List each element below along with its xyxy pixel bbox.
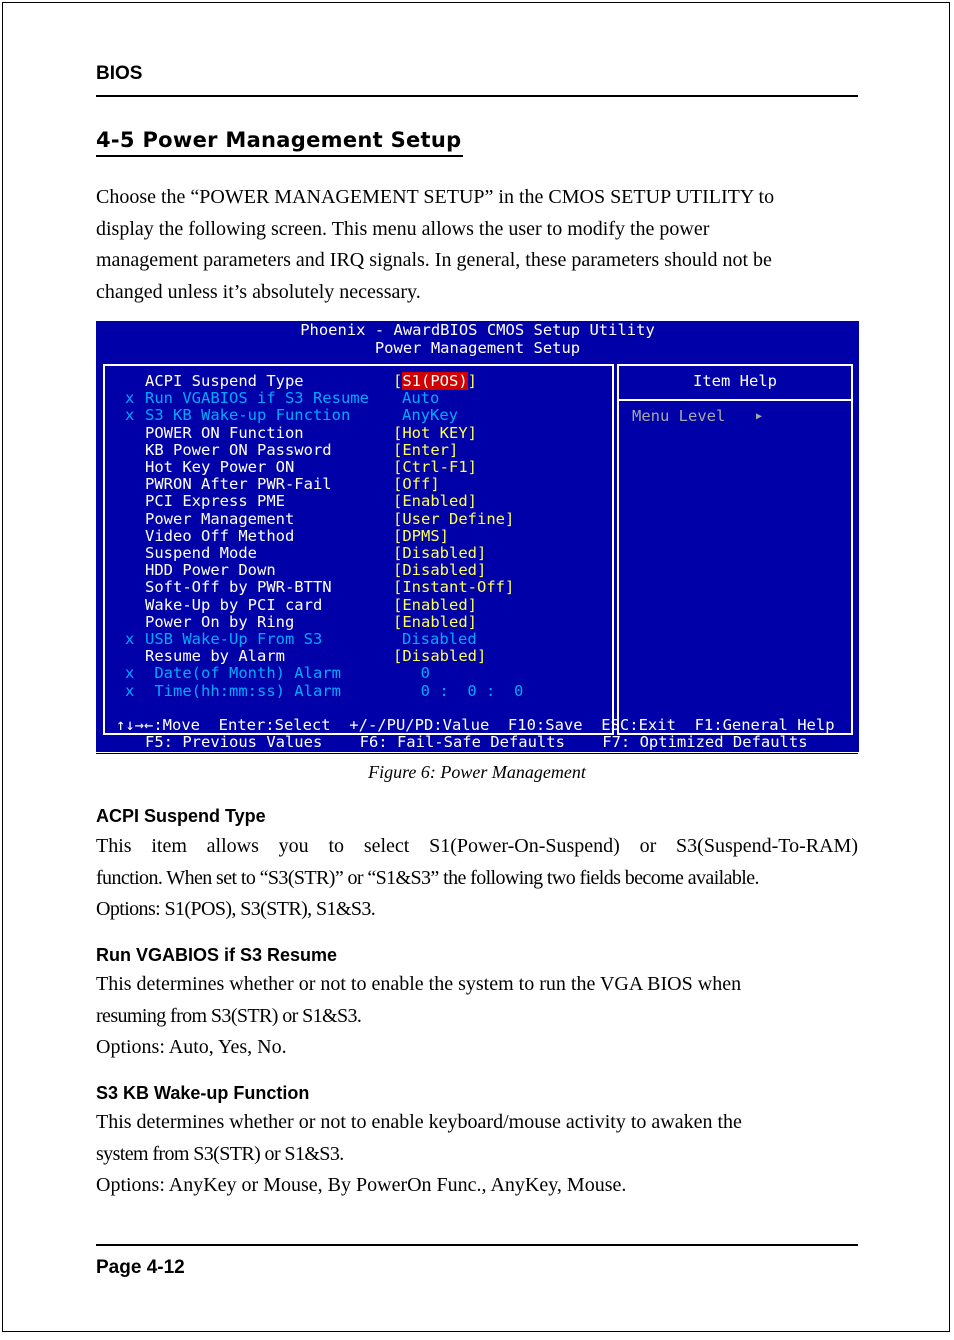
- setting-value[interactable]: [Instant-Off]: [393, 578, 515, 597]
- bios-setting-row: [96, 683, 616, 700]
- description-line: Options: AnyKey or Mouse, By PowerOn Func., AnyKey, Mouse.: [96, 1174, 627, 1196]
- bios-setting-row[interactable]: [96, 493, 616, 510]
- setting-value[interactable]: [Disabled]: [393, 561, 487, 580]
- setting-value[interactable]: [Ctrl-F1]: [393, 458, 477, 476]
- setting-value: Auto: [402, 389, 440, 408]
- setting-label: Suspend Mode: [145, 544, 257, 562]
- bios-title: Phoenix - AwardBIOS CMOS Setup Utility: [300, 321, 655, 339]
- setting-label: Time(hh:mm:ss) Alarm: [145, 681, 341, 700]
- setting-label: Run VGABIOS if S3 Resume: [145, 389, 369, 408]
- setting-value: 0: [402, 664, 430, 683]
- disabled-mark-icon: x: [125, 681, 135, 700]
- setting-value[interactable]: [Enter]: [393, 440, 459, 459]
- setting-value[interactable]: [S1(POS)]: [393, 372, 478, 390]
- setting-value: Disabled: [402, 630, 477, 648]
- description-line: Options: Auto, Yes, No.: [96, 1036, 287, 1058]
- bios-setting-row[interactable]: [96, 528, 616, 545]
- bios-setting-row[interactable]: [96, 562, 616, 579]
- running-header: BIOS: [96, 63, 143, 84]
- intro-line: Choose the “POWER MANAGEMENT SETUP” in the CMOS SETUP UTILITY to: [96, 186, 775, 208]
- setting-value[interactable]: [User Define]: [393, 509, 515, 528]
- bios-setting-row: [96, 390, 616, 407]
- setting-value[interactable]: [Disabled]: [393, 544, 487, 562]
- bios-setting-row: [96, 631, 616, 648]
- figure-rule: [96, 753, 858, 754]
- section-title: 4-5 Power Management Setup: [96, 128, 462, 152]
- triangle-right-icon: ▶: [756, 411, 763, 422]
- section-title-underline: [96, 155, 463, 157]
- description-line: This determines whether or not to enable the system to run the VGA BIOS when: [96, 973, 742, 995]
- item-heading-acpi-suspend-type: ACPI Suspend Type: [96, 806, 266, 826]
- setting-value[interactable]: [Enabled]: [393, 595, 477, 614]
- bios-setting-row[interactable]: [96, 511, 616, 528]
- bios-setting-row[interactable]: [96, 545, 616, 562]
- item-description-acpi-suspend-type: [96, 831, 858, 926]
- setting-label: PWRON After PWR-Fail: [145, 475, 332, 494]
- setting-value[interactable]: [Enabled]: [393, 492, 477, 511]
- bios-setting-row[interactable]: [96, 459, 616, 476]
- description-line: Options: S1(POS), S3(STR), S1&S3.: [96, 898, 376, 920]
- item-heading-run-vgabios: Run VGABIOS if S3 Resume: [96, 945, 338, 965]
- bios-setting-row: [96, 665, 616, 682]
- bios-setting-row[interactable]: [96, 373, 616, 390]
- help-panel-divider: [617, 399, 853, 401]
- item-description-run-vgabios: [96, 969, 858, 1064]
- setting-label: Video Off Method: [145, 526, 295, 545]
- bios-setting-row[interactable]: [96, 476, 616, 493]
- intro-line: display the following screen. This menu allows the user to modify the power: [96, 217, 710, 240]
- setting-value: AnyKey: [402, 406, 458, 425]
- setting-label: POWER ON Function: [145, 423, 304, 442]
- header-rule: [96, 95, 858, 97]
- bios-screenshot: [96, 321, 859, 752]
- bios-setting-row: [96, 407, 616, 424]
- menu-level-label: Menu Level: [632, 407, 726, 425]
- setting-label: Soft-Off by PWR-BTTN: [145, 578, 332, 597]
- setting-value[interactable]: [DPMS]: [393, 526, 449, 545]
- bios-key-help-line-1: ↑↓→←:Move Enter:Select +/-/PU/PD:Value F10:Save ESC:Exit F1:General Help: [116, 716, 835, 734]
- bios-key-help-line-2: F5: Previous Values F6: Fail-Safe Defaults F7: Optimized Defaults: [145, 733, 808, 751]
- bios-setting-row[interactable]: [96, 579, 616, 596]
- selected-value-highlight[interactable]: S1(POS): [402, 372, 468, 390]
- description-line: resuming from S3(STR) or S1&S3.: [96, 1004, 362, 1027]
- setting-label: HDD Power Down: [145, 561, 276, 580]
- disabled-mark-icon: x: [125, 406, 135, 425]
- intro-paragraph: [96, 182, 858, 308]
- setting-value[interactable]: [Disabled]: [393, 647, 487, 666]
- figure-caption: Figure 6: Power Management: [368, 762, 586, 782]
- bios-setting-row[interactable]: [96, 648, 616, 665]
- setting-label: Wake-Up by PCI card: [145, 595, 323, 614]
- setting-value[interactable]: [Enabled]: [393, 612, 477, 631]
- setting-value: 0 : 0 : 0: [402, 681, 524, 700]
- setting-label: Power On by Ring: [145, 612, 295, 631]
- description-line: system from S3(STR) or S1&S3.: [96, 1142, 344, 1165]
- item-help-title: Item Help: [693, 372, 777, 390]
- description-line: This determines whether or not to enable keyboard/mouse activity to awaken the: [96, 1111, 742, 1133]
- description-line: This item allows you to select S1(Power-On-Suspend) or S3(Suspend-To-RAM): [96, 835, 858, 857]
- item-heading-s3-kb-wakeup: S3 KB Wake-up Function: [96, 1083, 310, 1103]
- bios-setting-row[interactable]: [96, 614, 616, 631]
- disabled-mark-icon: x: [125, 389, 135, 408]
- setting-label: S3 KB Wake-up Function: [145, 406, 351, 425]
- disabled-mark-icon: x: [125, 630, 135, 648]
- description-line: function. When set to “S3(STR)” or “S1&S3” the following two fields become available.: [96, 866, 759, 889]
- bios-subtitle: Power Management Setup: [374, 339, 581, 357]
- intro-line: changed unless it’s absolutely necessary.: [96, 280, 421, 303]
- item-description-s3-kb-wakeup: [96, 1107, 858, 1202]
- setting-label: Power Management: [145, 509, 295, 528]
- intro-line: management parameters and IRQ signals. In general, these parameters should not be: [96, 249, 772, 271]
- setting-value[interactable]: [Hot KEY]: [393, 423, 477, 442]
- page-number: Page 4-12: [96, 1257, 185, 1278]
- setting-label: Hot Key Power ON: [145, 458, 295, 476]
- setting-label: Resume by Alarm: [145, 647, 285, 666]
- footer-rule: [96, 1244, 858, 1246]
- setting-value[interactable]: [Off]: [393, 475, 440, 494]
- setting-label: PCI Express PME: [145, 492, 285, 511]
- setting-label: USB Wake-Up From S3: [145, 630, 323, 648]
- bios-setting-row[interactable]: [96, 597, 616, 614]
- setting-label: ACPI Suspend Type: [145, 372, 304, 390]
- setting-label: Date(of Month) Alarm: [145, 664, 341, 683]
- bios-setting-row[interactable]: [96, 425, 616, 442]
- disabled-mark-icon: x: [125, 664, 135, 683]
- setting-label: KB Power ON Password: [145, 440, 332, 459]
- bios-setting-row[interactable]: [96, 442, 616, 459]
